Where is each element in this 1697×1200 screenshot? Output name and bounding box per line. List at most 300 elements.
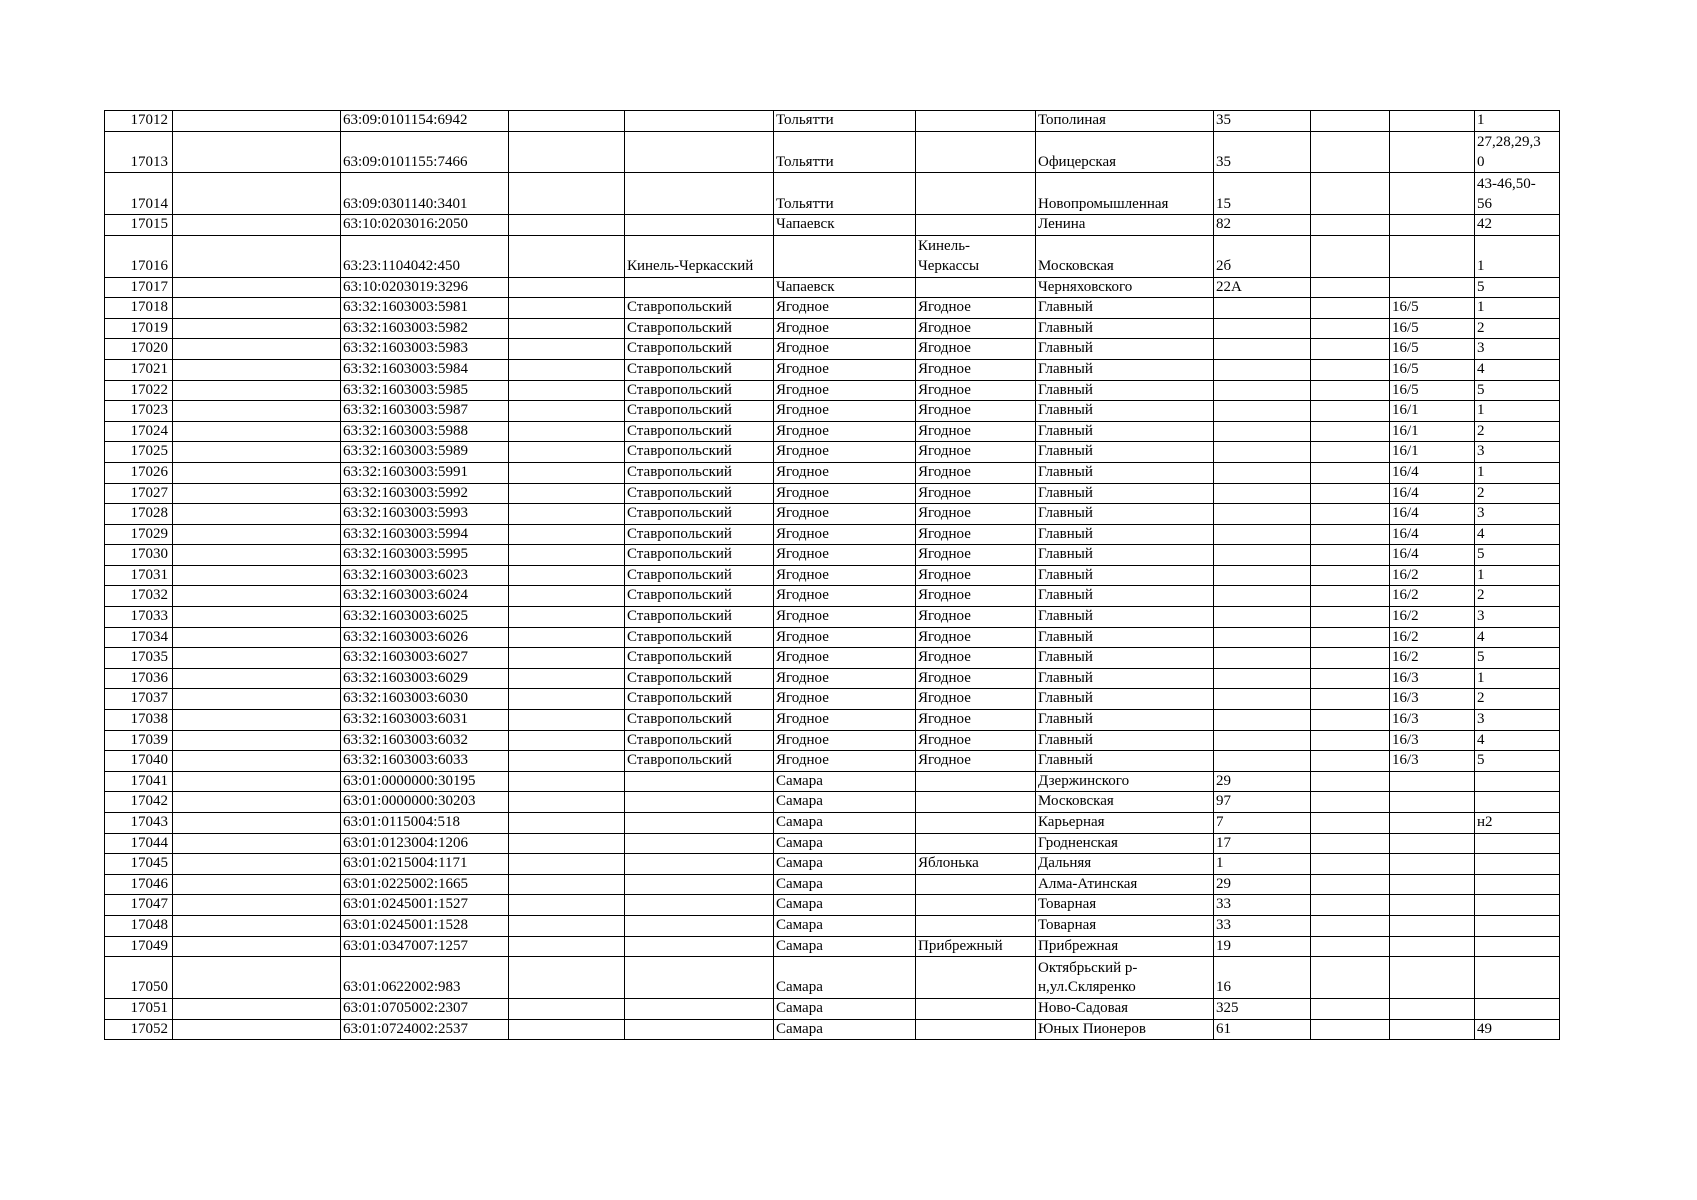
- table-row: [105, 751, 1560, 772]
- cell-house: [1214, 483, 1311, 504]
- cell-city: Самара: [774, 998, 916, 1019]
- cell-house: [1214, 710, 1311, 731]
- cell-house: 35: [1214, 111, 1311, 132]
- cell-apartment-group: 16/5: [1390, 359, 1475, 380]
- table-row: [105, 998, 1560, 1019]
- cell-building: [1311, 131, 1390, 173]
- cell-record-number: 17038: [105, 710, 173, 731]
- cell-district: Ставропольский: [625, 627, 774, 648]
- cell-district: [625, 813, 774, 834]
- cell-apartment-group: 16/4: [1390, 462, 1475, 483]
- cell-cadastral-number: 63:01:0123004:1206: [341, 833, 509, 854]
- cell-district: [625, 771, 774, 792]
- cell-city: Ягодное: [774, 359, 916, 380]
- cell-house: [1214, 565, 1311, 586]
- cell-building: [1311, 462, 1390, 483]
- cell-cadastral-number: 63:01:0705002:2307: [341, 998, 509, 1019]
- cell-blank-col-4: [509, 792, 625, 813]
- cell-record-number: 17041: [105, 771, 173, 792]
- cell-district: Ставропольский: [625, 648, 774, 669]
- cell-building: [1311, 524, 1390, 545]
- cell-street: Ленина: [1036, 215, 1214, 236]
- cell-apartment-group: 16/3: [1390, 710, 1475, 731]
- cell-blank-col-2: [173, 792, 341, 813]
- cell-street: Главный: [1036, 504, 1214, 525]
- cell-record-number: 17012: [105, 111, 173, 132]
- cell-record-number: 17017: [105, 277, 173, 298]
- cell-building: [1311, 627, 1390, 648]
- cell-record-number: 17016: [105, 235, 173, 277]
- cell-blank-col-4: [509, 668, 625, 689]
- cell-city: Тольятти: [774, 131, 916, 173]
- table-row: [105, 483, 1560, 504]
- table-row: [105, 401, 1560, 422]
- cell-house: 17: [1214, 833, 1311, 854]
- cell-blank-col-2: [173, 235, 341, 277]
- cell-house: [1214, 380, 1311, 401]
- cell-cadastral-number: 63:32:1603003:5987: [341, 401, 509, 422]
- cell-cadastral-number: 63:01:0622002:983: [341, 957, 509, 999]
- cell-settlement: [916, 792, 1036, 813]
- table-row: [105, 277, 1560, 298]
- table-row: [105, 607, 1560, 628]
- cell-cadastral-number: 63:32:1603003:6023: [341, 565, 509, 586]
- cell-cadastral-number: 63:32:1603003:5985: [341, 380, 509, 401]
- cell-apartment-group: [1390, 915, 1475, 936]
- cell-cadastral-number: 63:01:0215004:1171: [341, 854, 509, 875]
- cell-house: [1214, 442, 1311, 463]
- cell-apartment-group: [1390, 813, 1475, 834]
- cell-blank-col-2: [173, 627, 341, 648]
- cell-blank-col-2: [173, 483, 341, 504]
- cell-record-number: 17050: [105, 957, 173, 999]
- cell-settlement: [916, 1019, 1036, 1040]
- cell-city: Ягодное: [774, 421, 916, 442]
- cell-apartment-group: 16/3: [1390, 668, 1475, 689]
- cell-cadastral-number: 63:32:1603003:6030: [341, 689, 509, 710]
- cell-apartment-group: 16/2: [1390, 565, 1475, 586]
- cell-street: Октябрьский р- н,ул.Скляренко: [1036, 957, 1214, 999]
- cell-settlement: [916, 874, 1036, 895]
- cell-district: Ставропольский: [625, 421, 774, 442]
- cell-record-number: 17032: [105, 586, 173, 607]
- cell-unit: 5: [1475, 277, 1560, 298]
- cell-unit: 3: [1475, 442, 1560, 463]
- cell-street: Офицерская: [1036, 131, 1214, 173]
- cell-blank-col-2: [173, 215, 341, 236]
- cell-building: [1311, 277, 1390, 298]
- cell-blank-col-4: [509, 936, 625, 957]
- cell-record-number: 17018: [105, 298, 173, 319]
- cell-house: [1214, 401, 1311, 422]
- cell-blank-col-2: [173, 895, 341, 916]
- table-row: [105, 813, 1560, 834]
- cell-building: [1311, 833, 1390, 854]
- cell-settlement: Ягодное: [916, 710, 1036, 731]
- cell-record-number: 17015: [105, 215, 173, 236]
- cell-blank-col-4: [509, 1019, 625, 1040]
- table-row: [105, 627, 1560, 648]
- cell-district: Ставропольский: [625, 401, 774, 422]
- cell-street: Главный: [1036, 648, 1214, 669]
- cell-district: [625, 1019, 774, 1040]
- cell-building: [1311, 421, 1390, 442]
- cell-record-number: 17014: [105, 173, 173, 215]
- cell-apartment-group: [1390, 792, 1475, 813]
- cell-blank-col-2: [173, 957, 341, 999]
- cell-blank-col-2: [173, 339, 341, 360]
- cell-street: Дзержинского: [1036, 771, 1214, 792]
- cell-district: Ставропольский: [625, 524, 774, 545]
- cell-house: [1214, 339, 1311, 360]
- cell-apartment-group: 16/2: [1390, 627, 1475, 648]
- cell-blank-col-4: [509, 689, 625, 710]
- cell-apartment-group: [1390, 874, 1475, 895]
- cell-house: 33: [1214, 895, 1311, 916]
- cell-settlement: Ягодное: [916, 607, 1036, 628]
- cell-blank-col-4: [509, 545, 625, 566]
- cell-building: [1311, 111, 1390, 132]
- cell-cadastral-number: 63:01:0000000:30203: [341, 792, 509, 813]
- cell-cadastral-number: 63:01:0245001:1527: [341, 895, 509, 916]
- cell-street: Главный: [1036, 586, 1214, 607]
- cell-cadastral-number: 63:32:1603003:6026: [341, 627, 509, 648]
- table-row: [105, 545, 1560, 566]
- cell-unit: [1475, 833, 1560, 854]
- cell-city: Самара: [774, 874, 916, 895]
- cell-cadastral-number: 63:09:0301140:3401: [341, 173, 509, 215]
- cell-district: Ставропольский: [625, 545, 774, 566]
- cell-house: 1: [1214, 854, 1311, 875]
- table-row: [105, 1019, 1560, 1040]
- cell-settlement: Ягодное: [916, 442, 1036, 463]
- cell-building: [1311, 689, 1390, 710]
- cell-city: [774, 235, 916, 277]
- cell-cadastral-number: 63:23:1104042:450: [341, 235, 509, 277]
- cell-apartment-group: 16/3: [1390, 730, 1475, 751]
- cell-blank-col-2: [173, 565, 341, 586]
- cell-unit: 5: [1475, 751, 1560, 772]
- cell-city: Ягодное: [774, 298, 916, 319]
- cell-street: Главный: [1036, 442, 1214, 463]
- cell-district: Ставропольский: [625, 359, 774, 380]
- cell-blank-col-2: [173, 813, 341, 834]
- cell-blank-col-2: [173, 462, 341, 483]
- cell-blank-col-4: [509, 318, 625, 339]
- cell-unit: 2: [1475, 586, 1560, 607]
- cell-blank-col-4: [509, 131, 625, 173]
- cell-street: Главный: [1036, 359, 1214, 380]
- cell-district: [625, 957, 774, 999]
- cell-building: [1311, 895, 1390, 916]
- cell-district: [625, 215, 774, 236]
- cell-house: [1214, 730, 1311, 751]
- cell-blank-col-2: [173, 173, 341, 215]
- cell-building: [1311, 915, 1390, 936]
- cell-city: Ягодное: [774, 565, 916, 586]
- cell-record-number: 17042: [105, 792, 173, 813]
- cell-district: [625, 277, 774, 298]
- cell-cadastral-number: 63:32:1603003:6027: [341, 648, 509, 669]
- cell-apartment-group: 16/5: [1390, 318, 1475, 339]
- cell-district: Ставропольский: [625, 586, 774, 607]
- cell-record-number: 17045: [105, 854, 173, 875]
- cell-building: [1311, 668, 1390, 689]
- cell-cadastral-number: 63:09:0101155:7466: [341, 131, 509, 173]
- cell-settlement: Ягодное: [916, 668, 1036, 689]
- cell-blank-col-4: [509, 607, 625, 628]
- cell-blank-col-2: [173, 771, 341, 792]
- cell-city: Ягодное: [774, 462, 916, 483]
- cell-record-number: 17043: [105, 813, 173, 834]
- cell-blank-col-4: [509, 401, 625, 422]
- cell-building: [1311, 380, 1390, 401]
- cell-cadastral-number: 63:10:0203019:3296: [341, 277, 509, 298]
- cell-apartment-group: 16/5: [1390, 339, 1475, 360]
- cell-house: [1214, 359, 1311, 380]
- table-row: [105, 710, 1560, 731]
- cell-district: [625, 111, 774, 132]
- cell-city: Ягодное: [774, 483, 916, 504]
- cell-record-number: 17048: [105, 915, 173, 936]
- cell-street: Прибрежная: [1036, 936, 1214, 957]
- cell-unit: [1475, 854, 1560, 875]
- cell-district: Ставропольский: [625, 504, 774, 525]
- cell-city: Ягодное: [774, 318, 916, 339]
- cell-street: Главный: [1036, 462, 1214, 483]
- cell-building: [1311, 586, 1390, 607]
- table-row: [105, 792, 1560, 813]
- cell-blank-col-2: [173, 131, 341, 173]
- cell-street: Главный: [1036, 545, 1214, 566]
- cell-street: Главный: [1036, 380, 1214, 401]
- table-row: [105, 298, 1560, 319]
- cell-house: 7: [1214, 813, 1311, 834]
- cell-apartment-group: [1390, 998, 1475, 1019]
- cell-city: Самара: [774, 957, 916, 999]
- cell-district: Ставропольский: [625, 318, 774, 339]
- cell-unit: [1475, 771, 1560, 792]
- table-row: [105, 936, 1560, 957]
- cell-settlement: Ягодное: [916, 359, 1036, 380]
- cell-street: Главный: [1036, 627, 1214, 648]
- cell-record-number: 17051: [105, 998, 173, 1019]
- cell-district: [625, 792, 774, 813]
- cell-blank-col-4: [509, 586, 625, 607]
- cell-settlement: Ягодное: [916, 504, 1036, 525]
- cell-blank-col-4: [509, 565, 625, 586]
- cell-record-number: 17033: [105, 607, 173, 628]
- cell-district: [625, 854, 774, 875]
- cell-blank-col-2: [173, 442, 341, 463]
- cell-settlement: Кинель- Черкассы: [916, 235, 1036, 277]
- cell-house: [1214, 318, 1311, 339]
- cell-city: Ягодное: [774, 668, 916, 689]
- cell-record-number: 17020: [105, 339, 173, 360]
- cell-city: Самара: [774, 833, 916, 854]
- table-row: [105, 957, 1560, 999]
- cell-street: Главный: [1036, 339, 1214, 360]
- cell-apartment-group: [1390, 833, 1475, 854]
- cell-building: [1311, 504, 1390, 525]
- cell-district: [625, 915, 774, 936]
- cell-house: 61: [1214, 1019, 1311, 1040]
- table-row: [105, 771, 1560, 792]
- cell-building: [1311, 936, 1390, 957]
- cell-blank-col-4: [509, 111, 625, 132]
- cell-record-number: 17013: [105, 131, 173, 173]
- cell-settlement: [916, 957, 1036, 999]
- cell-blank-col-2: [173, 359, 341, 380]
- cell-house: [1214, 586, 1311, 607]
- cell-street: Главный: [1036, 483, 1214, 504]
- table-row: [105, 318, 1560, 339]
- cell-blank-col-4: [509, 710, 625, 731]
- cell-blank-col-2: [173, 380, 341, 401]
- cell-street: Главный: [1036, 401, 1214, 422]
- table-row: [105, 524, 1560, 545]
- cell-blank-col-4: [509, 235, 625, 277]
- cell-district: Ставропольский: [625, 730, 774, 751]
- cell-street: Ново-Садовая: [1036, 998, 1214, 1019]
- cell-house: 29: [1214, 771, 1311, 792]
- cell-city: Ягодное: [774, 545, 916, 566]
- cell-unit: 4: [1475, 730, 1560, 751]
- table-row: [105, 339, 1560, 360]
- cell-apartment-group: [1390, 277, 1475, 298]
- cell-record-number: 17034: [105, 627, 173, 648]
- cell-record-number: 17030: [105, 545, 173, 566]
- cell-record-number: 17039: [105, 730, 173, 751]
- cell-cadastral-number: 63:01:0245001:1528: [341, 915, 509, 936]
- cell-cadastral-number: 63:32:1603003:6024: [341, 586, 509, 607]
- cell-record-number: 17027: [105, 483, 173, 504]
- cell-settlement: [916, 833, 1036, 854]
- cell-blank-col-4: [509, 648, 625, 669]
- cell-settlement: Ягодное: [916, 401, 1036, 422]
- cell-district: [625, 895, 774, 916]
- cell-cadastral-number: 63:32:1603003:5991: [341, 462, 509, 483]
- cell-house: 22А: [1214, 277, 1311, 298]
- table-row: [105, 730, 1560, 751]
- cell-settlement: Прибрежный: [916, 936, 1036, 957]
- cell-apartment-group: [1390, 1019, 1475, 1040]
- cell-record-number: 17026: [105, 462, 173, 483]
- cell-record-number: 17019: [105, 318, 173, 339]
- cell-blank-col-2: [173, 751, 341, 772]
- cell-cadastral-number: 63:01:0115004:518: [341, 813, 509, 834]
- cell-blank-col-2: [173, 401, 341, 422]
- cell-record-number: 17044: [105, 833, 173, 854]
- table-row: [105, 235, 1560, 277]
- cell-settlement: [916, 998, 1036, 1019]
- table-row: [105, 586, 1560, 607]
- cell-unit: 1: [1475, 401, 1560, 422]
- cell-record-number: 17035: [105, 648, 173, 669]
- cell-building: [1311, 854, 1390, 875]
- cell-apartment-group: 16/1: [1390, 442, 1475, 463]
- cell-building: [1311, 359, 1390, 380]
- cell-building: [1311, 771, 1390, 792]
- cell-unit: 1: [1475, 111, 1560, 132]
- cell-blank-col-2: [173, 277, 341, 298]
- cell-blank-col-4: [509, 380, 625, 401]
- cell-record-number: 17049: [105, 936, 173, 957]
- table-row: [105, 833, 1560, 854]
- table-row: [105, 668, 1560, 689]
- cell-city: Самара: [774, 895, 916, 916]
- cell-blank-col-2: [173, 318, 341, 339]
- cell-blank-col-2: [173, 1019, 341, 1040]
- cell-cadastral-number: 63:09:0101154:6942: [341, 111, 509, 132]
- cell-house: 82: [1214, 215, 1311, 236]
- cell-cadastral-number: 63:32:1603003:6029: [341, 668, 509, 689]
- cell-blank-col-4: [509, 998, 625, 1019]
- cell-blank-col-4: [509, 277, 625, 298]
- cell-settlement: Ягодное: [916, 689, 1036, 710]
- cell-unit: н2: [1475, 813, 1560, 834]
- cell-building: [1311, 339, 1390, 360]
- cell-street: Главный: [1036, 318, 1214, 339]
- cell-street: Карьерная: [1036, 813, 1214, 834]
- cell-city: Ягодное: [774, 730, 916, 751]
- cell-building: [1311, 813, 1390, 834]
- cell-house: [1214, 627, 1311, 648]
- cell-unit: 4: [1475, 524, 1560, 545]
- cell-house: 33: [1214, 915, 1311, 936]
- cell-settlement: [916, 111, 1036, 132]
- cell-house: 19: [1214, 936, 1311, 957]
- cell-apartment-group: 16/1: [1390, 421, 1475, 442]
- cell-district: Кинель-Черкасский: [625, 235, 774, 277]
- cell-street: Гродненская: [1036, 833, 1214, 854]
- cell-settlement: Ягодное: [916, 627, 1036, 648]
- cell-apartment-group: [1390, 173, 1475, 215]
- cell-district: Ставропольский: [625, 483, 774, 504]
- cell-building: [1311, 957, 1390, 999]
- cell-settlement: [916, 915, 1036, 936]
- cell-building: [1311, 401, 1390, 422]
- cell-cadastral-number: 63:01:0724002:2537: [341, 1019, 509, 1040]
- cell-settlement: [916, 173, 1036, 215]
- cell-settlement: Ягодное: [916, 339, 1036, 360]
- cell-district: [625, 874, 774, 895]
- cell-blank-col-2: [173, 111, 341, 132]
- cell-blank-col-4: [509, 730, 625, 751]
- cell-record-number: 17023: [105, 401, 173, 422]
- cell-district: Ставропольский: [625, 710, 774, 731]
- table-row: [105, 359, 1560, 380]
- cell-record-number: 17025: [105, 442, 173, 463]
- cell-cadastral-number: 63:01:0347007:1257: [341, 936, 509, 957]
- cell-apartment-group: [1390, 957, 1475, 999]
- cell-blank-col-4: [509, 771, 625, 792]
- cell-apartment-group: [1390, 111, 1475, 132]
- cell-apartment-group: 16/5: [1390, 380, 1475, 401]
- cell-street: Московская: [1036, 235, 1214, 277]
- cell-apartment-group: 16/1: [1390, 401, 1475, 422]
- cell-city: Ягодное: [774, 689, 916, 710]
- cell-blank-col-4: [509, 915, 625, 936]
- cell-apartment-group: 16/2: [1390, 586, 1475, 607]
- cell-apartment-group: 16/4: [1390, 545, 1475, 566]
- cell-district: Ставропольский: [625, 380, 774, 401]
- cell-cadastral-number: 63:32:1603003:6032: [341, 730, 509, 751]
- cell-apartment-group: 16/3: [1390, 689, 1475, 710]
- cell-blank-col-2: [173, 874, 341, 895]
- cell-district: Ставропольский: [625, 751, 774, 772]
- cell-cadastral-number: 63:10:0203016:2050: [341, 215, 509, 236]
